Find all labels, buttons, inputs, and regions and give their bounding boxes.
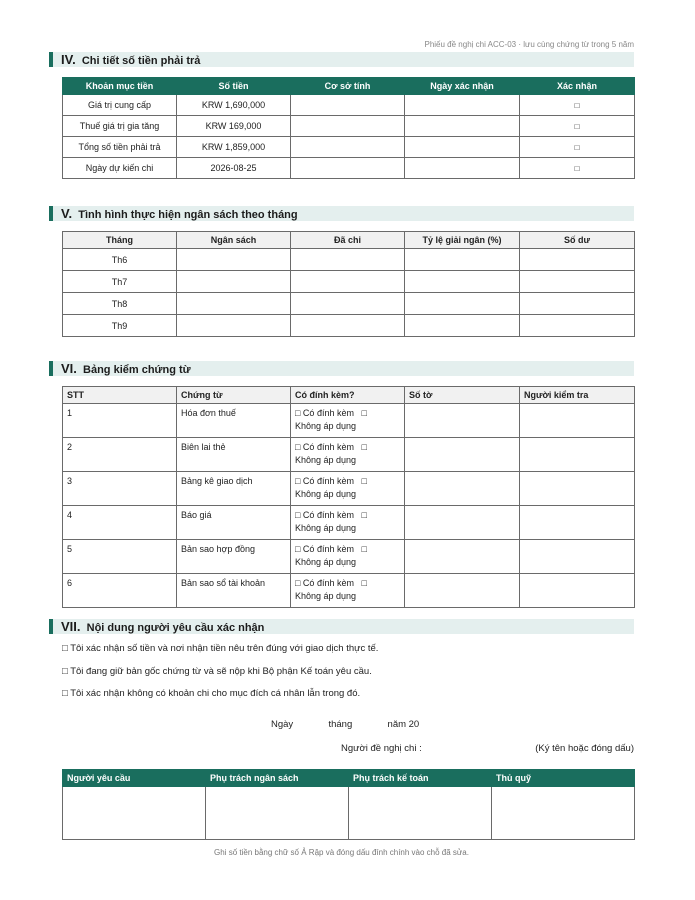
document-name: Bản sao sổ tài khoản — [177, 574, 291, 608]
month-cell: Th6 — [63, 249, 177, 271]
signature-row — [63, 787, 635, 840]
not-applicable-label: Không áp dụng — [295, 489, 357, 499]
rate-cell[interactable] — [405, 293, 520, 315]
approval-signature-table — [62, 769, 635, 840]
checker-cell[interactable] — [520, 472, 635, 506]
section-title — [49, 52, 634, 67]
amount-cell: KRW 169,000 — [177, 116, 291, 137]
not-applicable-checkbox[interactable]: □ — [361, 408, 367, 418]
checker-cell[interactable] — [520, 540, 635, 574]
attachment-options — [291, 574, 405, 608]
date-month-label: tháng — [328, 719, 353, 730]
attached-checkbox[interactable]: □ Có đính kèm — [295, 510, 354, 520]
column-header: Có đính kèm? — [291, 387, 405, 404]
attachment-options — [291, 506, 405, 540]
item-cell: Thuế giá trị gia tăng — [63, 116, 177, 137]
not-applicable-label: Không áp dụng — [295, 591, 357, 601]
document-name: Biên lai thẻ — [177, 438, 291, 472]
confirmation-check-item[interactable]: □ Tôi đang giữ bản gốc chứng từ và sẽ nộp khi Bộ phận Kế toán yêu cầu. — [62, 666, 372, 677]
not-applicable-checkbox[interactable]: □ — [361, 544, 367, 554]
item-cell: Ngày dự kiến chi — [63, 158, 177, 179]
basis-cell[interactable] — [291, 158, 405, 179]
sheet-count-cell[interactable] — [405, 404, 520, 438]
date-day-label: Ngày — [271, 719, 294, 730]
basis-cell[interactable] — [291, 137, 405, 158]
checker-cell[interactable] — [520, 506, 635, 540]
sheet-count-cell[interactable] — [405, 574, 520, 608]
table-row — [63, 95, 635, 116]
column-header: Chứng từ — [177, 387, 291, 404]
document-name: Bản sao hợp đồng — [177, 540, 291, 574]
confirm-date-cell[interactable] — [405, 137, 520, 158]
not-applicable-checkbox[interactable]: □ — [361, 578, 367, 588]
column-header: Cơ sở tính — [291, 78, 405, 95]
confirm-checkbox[interactable]: □ — [520, 137, 635, 158]
row-number: 6 — [63, 574, 177, 608]
attached-checkbox[interactable]: □ Có đính kèm — [295, 578, 354, 588]
sheet-count-cell[interactable] — [405, 472, 520, 506]
section-title-text: Chi tiết số tiền phải trả — [81, 55, 201, 67]
attachment-options — [291, 472, 405, 506]
section-title — [49, 361, 634, 376]
confirm-date-cell[interactable] — [405, 158, 520, 179]
table-row — [63, 315, 635, 337]
sheet-count-cell[interactable] — [405, 506, 520, 540]
section-title — [49, 206, 634, 221]
sheet-count-cell[interactable] — [405, 540, 520, 574]
month-cell: Th9 — [63, 315, 177, 337]
balance-cell[interactable] — [520, 249, 635, 271]
column-header: Ngày xác nhận — [405, 78, 520, 95]
column-header: Tháng — [63, 232, 177, 249]
spent-cell[interactable] — [291, 315, 405, 337]
document-header: Phiếu đề nghị chi ACC-03 · lưu cùng chứng từ trong 5 năm — [424, 40, 634, 49]
column-header: Số tờ — [405, 387, 520, 404]
basis-cell[interactable] — [291, 116, 405, 137]
attached-checkbox[interactable]: □ Có đính kèm — [295, 408, 354, 418]
column-header: Khoản mục tiền — [63, 78, 177, 95]
not-applicable-checkbox[interactable]: □ — [361, 442, 367, 452]
attachment-options — [291, 404, 405, 438]
budget-cell[interactable] — [177, 249, 291, 271]
confirmation-check-item[interactable]: □ Tôi xác nhận số tiền và nơi nhận tiền nêu trên đúng với giao dịch thực tế. — [62, 643, 379, 654]
row-number: 5 — [63, 540, 177, 574]
checker-cell[interactable] — [520, 574, 635, 608]
column-header: Người yêu cầu — [63, 770, 206, 787]
monthly-budget-table — [62, 231, 635, 337]
balance-cell[interactable] — [520, 293, 635, 315]
column-header: Tỷ lệ giải ngân (%) — [405, 232, 520, 249]
section-title-text: Tình hình thực hiện ngân sách theo tháng — [78, 209, 298, 221]
not-applicable-label: Không áp dụng — [295, 557, 357, 567]
attached-checkbox[interactable]: □ Có đính kèm — [295, 476, 354, 486]
attachment-options — [291, 438, 405, 472]
amount-cell: 2026-08-25 — [177, 158, 291, 179]
section-number: VI. — [61, 361, 77, 376]
attachment-options — [291, 540, 405, 574]
row-number: 3 — [63, 472, 177, 506]
section-title — [49, 619, 634, 634]
column-header: Số tiền — [177, 78, 291, 95]
spent-cell[interactable] — [291, 249, 405, 271]
balance-cell[interactable] — [520, 315, 635, 337]
table-row — [63, 137, 635, 158]
date-line — [271, 719, 419, 730]
not-applicable-checkbox[interactable]: □ — [361, 476, 367, 486]
section-payment-details — [49, 52, 634, 179]
column-header: Xác nhận — [520, 78, 635, 95]
column-header: STT — [63, 387, 177, 404]
row-number: 1 — [63, 404, 177, 438]
rate-cell[interactable] — [405, 249, 520, 271]
table-row — [63, 506, 635, 540]
budget-cell[interactable] — [177, 293, 291, 315]
date-year-label: năm 20 — [387, 719, 420, 730]
column-header: Đã chi — [291, 232, 405, 249]
document-name: Bảng kê giao dịch — [177, 472, 291, 506]
table-row — [63, 574, 635, 608]
table-row — [63, 158, 635, 179]
table-row — [63, 271, 635, 293]
section-title-text: Bảng kiểm chứng từ — [83, 364, 191, 376]
section-number: IV. — [61, 52, 76, 67]
column-header: Số dư — [520, 232, 635, 249]
amount-cell: KRW 1,690,000 — [177, 95, 291, 116]
basis-cell[interactable] — [291, 95, 405, 116]
section-number: VII. — [61, 619, 81, 634]
signature-box-accounting[interactable] — [349, 787, 492, 840]
attached-checkbox[interactable]: □ Có đính kèm — [295, 442, 354, 452]
month-cell: Th7 — [63, 271, 177, 293]
requester-label: Người đề nghị chi : — [341, 743, 422, 754]
budget-cell[interactable] — [177, 315, 291, 337]
column-header: Phụ trách kế toán — [349, 770, 492, 787]
not-applicable-label: Không áp dụng — [295, 421, 357, 431]
amount-cell: KRW 1,859,000 — [177, 137, 291, 158]
confirm-date-cell[interactable] — [405, 95, 520, 116]
month-cell: Th8 — [63, 293, 177, 315]
signature-box-requester[interactable] — [63, 787, 206, 840]
rate-cell[interactable] — [405, 315, 520, 337]
not-applicable-checkbox[interactable]: □ — [361, 510, 367, 520]
column-header: Ngân sách — [177, 232, 291, 249]
signature-box-cashier[interactable] — [492, 787, 635, 840]
column-header: Phụ trách ngân sách — [206, 770, 349, 787]
section-document-checklist — [49, 361, 634, 608]
section-title-text: Nội dung người yêu cầu xác nhận — [86, 622, 265, 634]
table-row — [63, 472, 635, 506]
checker-cell[interactable] — [520, 438, 635, 472]
spent-cell[interactable] — [291, 271, 405, 293]
sheet-count-cell[interactable] — [405, 438, 520, 472]
confirm-checkbox[interactable]: □ — [520, 95, 635, 116]
rate-cell[interactable] — [405, 271, 520, 293]
spent-cell[interactable] — [291, 293, 405, 315]
row-number: 2 — [63, 438, 177, 472]
checker-cell[interactable] — [520, 404, 635, 438]
confirm-checkbox[interactable]: □ — [520, 158, 635, 179]
section-requester-confirmation — [49, 619, 634, 849]
balance-cell[interactable] — [520, 271, 635, 293]
not-applicable-label: Không áp dụng — [295, 455, 357, 465]
footer-note: Ghi số tiền bằng chữ số Ả Rập và đóng dấu đính chính vào chỗ đã sửa. — [214, 848, 469, 857]
column-header: Thủ quỹ — [492, 770, 635, 787]
budget-cell[interactable] — [177, 271, 291, 293]
item-cell: Tổng số tiền phải trả — [63, 137, 177, 158]
sign-note: (Ký tên hoặc đóng dấu) — [535, 743, 634, 754]
table-row — [63, 249, 635, 271]
document-checklist-table — [62, 386, 635, 608]
document-name: Báo giá — [177, 506, 291, 540]
table-row — [63, 540, 635, 574]
confirm-checkbox[interactable]: □ — [520, 116, 635, 137]
section-number: V. — [61, 206, 73, 221]
item-cell: Giá trị cung cấp — [63, 95, 177, 116]
table-row — [63, 293, 635, 315]
document-name: Hóa đơn thuế — [177, 404, 291, 438]
confirm-date-cell[interactable] — [405, 116, 520, 137]
signature-box-budget[interactable] — [206, 787, 349, 840]
table-row — [63, 404, 635, 438]
payment-details-table — [62, 77, 635, 179]
confirmation-check-item[interactable]: □ Tôi xác nhận không có khoản chi cho mục đích cá nhân lẫn trong đó. — [62, 688, 361, 699]
section-monthly-budget — [49, 206, 634, 337]
table-row — [63, 438, 635, 472]
row-number: 4 — [63, 506, 177, 540]
table-row — [63, 116, 635, 137]
attached-checkbox[interactable]: □ Có đính kèm — [295, 544, 354, 554]
not-applicable-label: Không áp dụng — [295, 523, 357, 533]
column-header: Người kiểm tra — [520, 387, 635, 404]
